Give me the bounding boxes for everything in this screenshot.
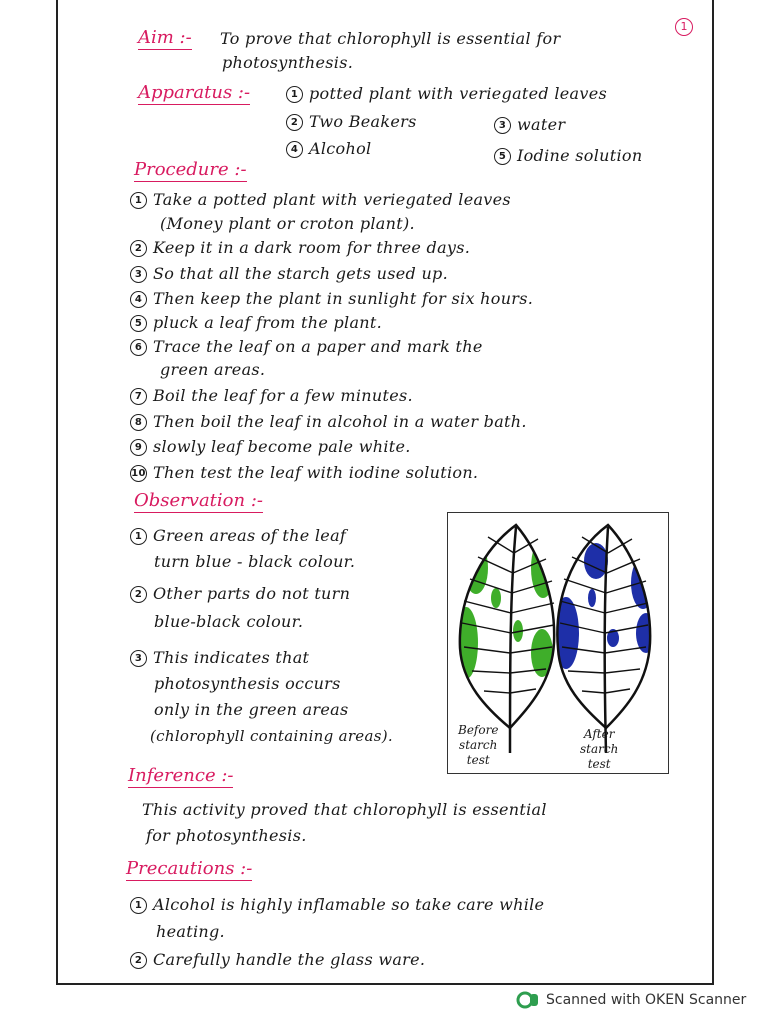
observation-point: 1 Green areas of the leaf <box>130 526 346 545</box>
observation-point-cont: photosynthesis occurs <box>154 674 341 693</box>
leaf-after-starch-test <box>553 525 656 753</box>
leaf-midrib <box>510 527 516 753</box>
apparatus-item: 5 Iodine solution <box>494 146 642 165</box>
aim-text-line1: To prove that chlorophyll is essential for <box>220 29 561 48</box>
inference-text-line2: for photosynthesis. <box>146 826 307 845</box>
observation-point: 3 This indicates that <box>130 648 309 667</box>
procedure-step: 1 Take a potted plant with veriegated leaves <box>130 190 511 209</box>
scanner-watermark <box>516 990 746 1010</box>
precaution-item: 1 Alcohol is highly inflamable so take care while <box>130 895 544 914</box>
apparatus-item: 2 Two Beakers <box>286 112 417 131</box>
procedure-step: 8 Then boil the leaf in alcohol in a water bath. <box>130 412 527 431</box>
procedure-step: 10 Then test the leaf with iodine solution. <box>131 463 479 482</box>
observation-heading: Observation :- <box>134 490 263 511</box>
green-patch <box>491 588 501 608</box>
apparatus-item: 3 water <box>494 115 565 134</box>
page-number: 1 <box>675 18 693 36</box>
procedure-step: 4 Then keep the plant in sunlight for six hours. <box>130 289 533 308</box>
green-patch <box>454 607 478 679</box>
caption-before-starch-test: Before starch test <box>458 723 499 767</box>
aim-heading: Aim :- <box>138 27 192 48</box>
green-patch <box>464 542 488 594</box>
apparatus-item: 1 potted plant with veriegated leaves <box>286 84 607 103</box>
observation-point-cont: turn blue - black colour. <box>154 552 356 571</box>
inference-text-line1: This activity proved that chlorophyll is essential <box>142 800 547 819</box>
procedure-step: 5 pluck a leaf from the plant. <box>130 313 382 332</box>
green-patch <box>531 538 555 598</box>
precaution-item-cont: heating. <box>156 922 225 941</box>
blue-patch <box>588 589 596 607</box>
leaf-before-starch-test <box>454 525 555 753</box>
procedure-step: 9 slowly leaf become pale white. <box>130 437 411 456</box>
aim-text-line2: photosynthesis. <box>222 53 354 72</box>
blue-patch <box>584 543 608 579</box>
scanner-watermark-text: Scanned with OKEN Scanner <box>546 992 747 1008</box>
oken-scanner-logo-icon <box>516 990 540 1010</box>
procedure-step: 6 Trace the leaf on a paper and mark the <box>130 337 483 356</box>
procedure-step: 7 Boil the leaf for a few minutes. <box>130 386 413 405</box>
leaf-figure <box>447 512 669 774</box>
observation-point: 2 Other parts do not turn <box>130 584 350 603</box>
procedure-heading: Procedure :- <box>134 159 247 180</box>
leaf-veins <box>462 537 554 693</box>
precaution-item: 2 Carefully handle the glass ware. <box>130 950 425 969</box>
inference-heading: Inference :- <box>128 765 234 786</box>
apparatus-item: 4 Alcohol <box>286 139 371 158</box>
precautions-heading: Precautions :- <box>126 858 253 879</box>
procedure-step-cont: green areas. <box>160 360 266 379</box>
caption-after-starch-test: After starch test <box>580 727 619 771</box>
procedure-step: 3 So that all the starch gets used up. <box>130 264 448 283</box>
procedure-step: 2 Keep it in a dark room for three days. <box>130 238 470 257</box>
observation-point-cont: only in the green areas <box>154 700 349 719</box>
observation-extra-line: (chlorophyll containing areas). <box>150 727 393 745</box>
apparatus-heading: Apparatus :- <box>138 82 251 103</box>
procedure-step-cont: (Money plant or croton plant). <box>160 214 415 233</box>
observation-point-cont: blue-black colour. <box>154 612 304 631</box>
